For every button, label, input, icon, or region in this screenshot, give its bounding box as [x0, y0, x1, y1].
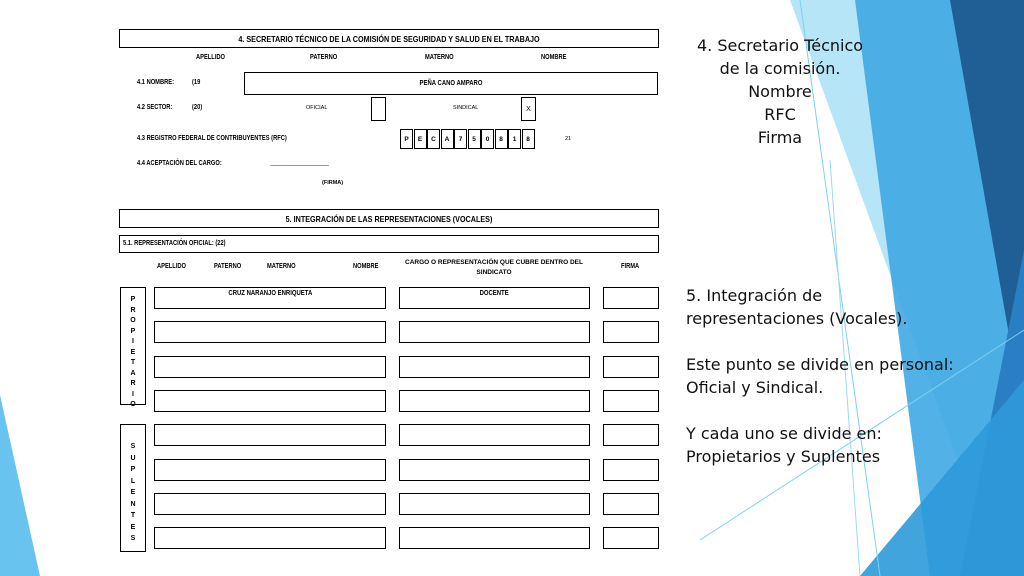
- row1-cargo: DOCENTE: [479, 290, 510, 297]
- rfc-cell: E: [414, 129, 427, 149]
- suplentes-label: S U P L E N T E S: [130, 443, 136, 542]
- rfc-cells: [400, 129, 540, 149]
- firma-cell: [603, 459, 659, 481]
- suplentes-box: [120, 424, 146, 552]
- name-cell: [154, 459, 386, 481]
- para3-line2: Propietarios y Suplentes: [686, 447, 881, 466]
- item4-line4: RFC: [764, 105, 796, 124]
- rfc-cell: 5: [468, 129, 481, 149]
- propietarios-label: P R O P I E T A R I O: [130, 296, 136, 408]
- rfc-cell: 0: [481, 129, 494, 149]
- aceptacion-label: 4.4 ACEPTACIÓN DEL CARGO:: [137, 160, 222, 167]
- cargo-cell: [399, 527, 590, 549]
- section51-label: 5.1. REPRESENTACIÓN OFICIAL: (22): [123, 240, 226, 247]
- oficial-checkbox: [371, 97, 386, 121]
- firma-cell: [603, 321, 659, 343]
- item4-line5: Firma: [757, 128, 803, 147]
- name-cell: [154, 287, 386, 309]
- firma-cell: [603, 424, 659, 446]
- item5-line1: 5. Integración de: [686, 286, 823, 305]
- firma-cell: [603, 356, 659, 378]
- cargo-cell: [399, 356, 590, 378]
- col5-firma: FIRMA: [621, 263, 640, 270]
- firma-cell: [603, 390, 659, 412]
- sindical-mark: X: [526, 105, 531, 113]
- col5-cargo: CARGO O REPRESENTACIÓN QUE CUBRE DENTRO DEL SINDICATO: [405, 259, 583, 276]
- firma-cell: [603, 493, 659, 515]
- item4-line3: Nombre: [748, 82, 812, 101]
- sindical-checkbox: [521, 97, 536, 121]
- sector-label: 4.2 SECTOR:: [137, 104, 173, 111]
- cargo-cell: [399, 424, 590, 446]
- col5-paterno: PATERNO: [214, 263, 242, 270]
- cargo-cell: [399, 390, 590, 412]
- col5-apellido: APELLIDO: [157, 263, 187, 270]
- rfc-cell: 8: [522, 129, 535, 149]
- item5-text: [686, 284, 986, 468]
- cargo-cell: [399, 287, 590, 309]
- nombre-num: (19: [192, 79, 201, 86]
- col5-materno: MATERNO: [267, 263, 296, 270]
- section4-header: [119, 29, 659, 48]
- section5-header-text: 5. INTEGRACIÓN DE LAS REPRESENTACIONES (VOCALES): [285, 213, 493, 224]
- firma-line: --------------------------------------------: [270, 163, 329, 169]
- nombre-label: 4.1 NOMBRE:: [137, 79, 175, 86]
- item4-line1: 4. Secretario Técnico: [696, 36, 864, 55]
- name-cell: [154, 390, 386, 412]
- section4-header-text: 4. SECRETARIO TÉCNICO DE LA COMISIÓN DE SEGURIDAD Y SALUD EN EL TRABAJO: [238, 33, 540, 44]
- name-cell: [154, 424, 386, 446]
- item4-line2: de la comisión.: [719, 59, 841, 78]
- col-paterno: PATERNO: [310, 54, 338, 61]
- cargo-cell: [399, 321, 590, 343]
- para2-line1: Este punto se divide en personal:: [686, 355, 954, 374]
- cargo-cell: [399, 459, 590, 481]
- rfc-cell: C: [427, 129, 440, 149]
- cargo-cell: [399, 493, 590, 515]
- oficial-label: OFICIAL: [306, 105, 328, 111]
- rfc-label: 4.3 REGISTRO FEDERAL DE CONTRIBUYENTES (RFC): [137, 135, 287, 142]
- nombre-field: [244, 72, 658, 95]
- name-cell: [154, 356, 386, 378]
- rfc-num: 21: [565, 136, 572, 142]
- para3-line1: Y cada uno se divide en:: [686, 424, 882, 443]
- sector-num: (20): [192, 104, 203, 111]
- item5-line2: representaciones (Vocales).: [686, 309, 908, 328]
- col-apellido: APELLIDO: [196, 54, 226, 61]
- rfc-cell: 8: [495, 129, 508, 149]
- name-cell: [154, 321, 386, 343]
- col5-nombre: NOMBRE: [353, 263, 379, 270]
- col-nombre: NOMBRE: [541, 54, 567, 61]
- item4-text: [680, 34, 880, 149]
- rfc-cell: A: [441, 129, 454, 149]
- nombre-value: PEÑA CANO AMPARO: [419, 79, 483, 87]
- propietarios-box: [120, 287, 146, 408]
- rfc-cell: 1: [508, 129, 521, 149]
- sindical-label: SINDICAL: [453, 105, 479, 111]
- name-cell: [154, 527, 386, 549]
- firma-cell: [603, 527, 659, 549]
- section5-header: [119, 209, 659, 228]
- col-materno: MATERNO: [425, 54, 454, 61]
- firma-cell: [603, 287, 659, 309]
- name-cell: [154, 493, 386, 515]
- rfc-cell: P: [400, 129, 413, 149]
- section51-bar: [119, 235, 659, 253]
- rfc-cell: 7: [454, 129, 467, 149]
- para2-line2: Oficial y Sindical.: [686, 378, 824, 397]
- row1-name: CRUZ NARANJO ENRIQUETA: [228, 290, 312, 297]
- firma-caption: (FIRMA): [322, 180, 344, 186]
